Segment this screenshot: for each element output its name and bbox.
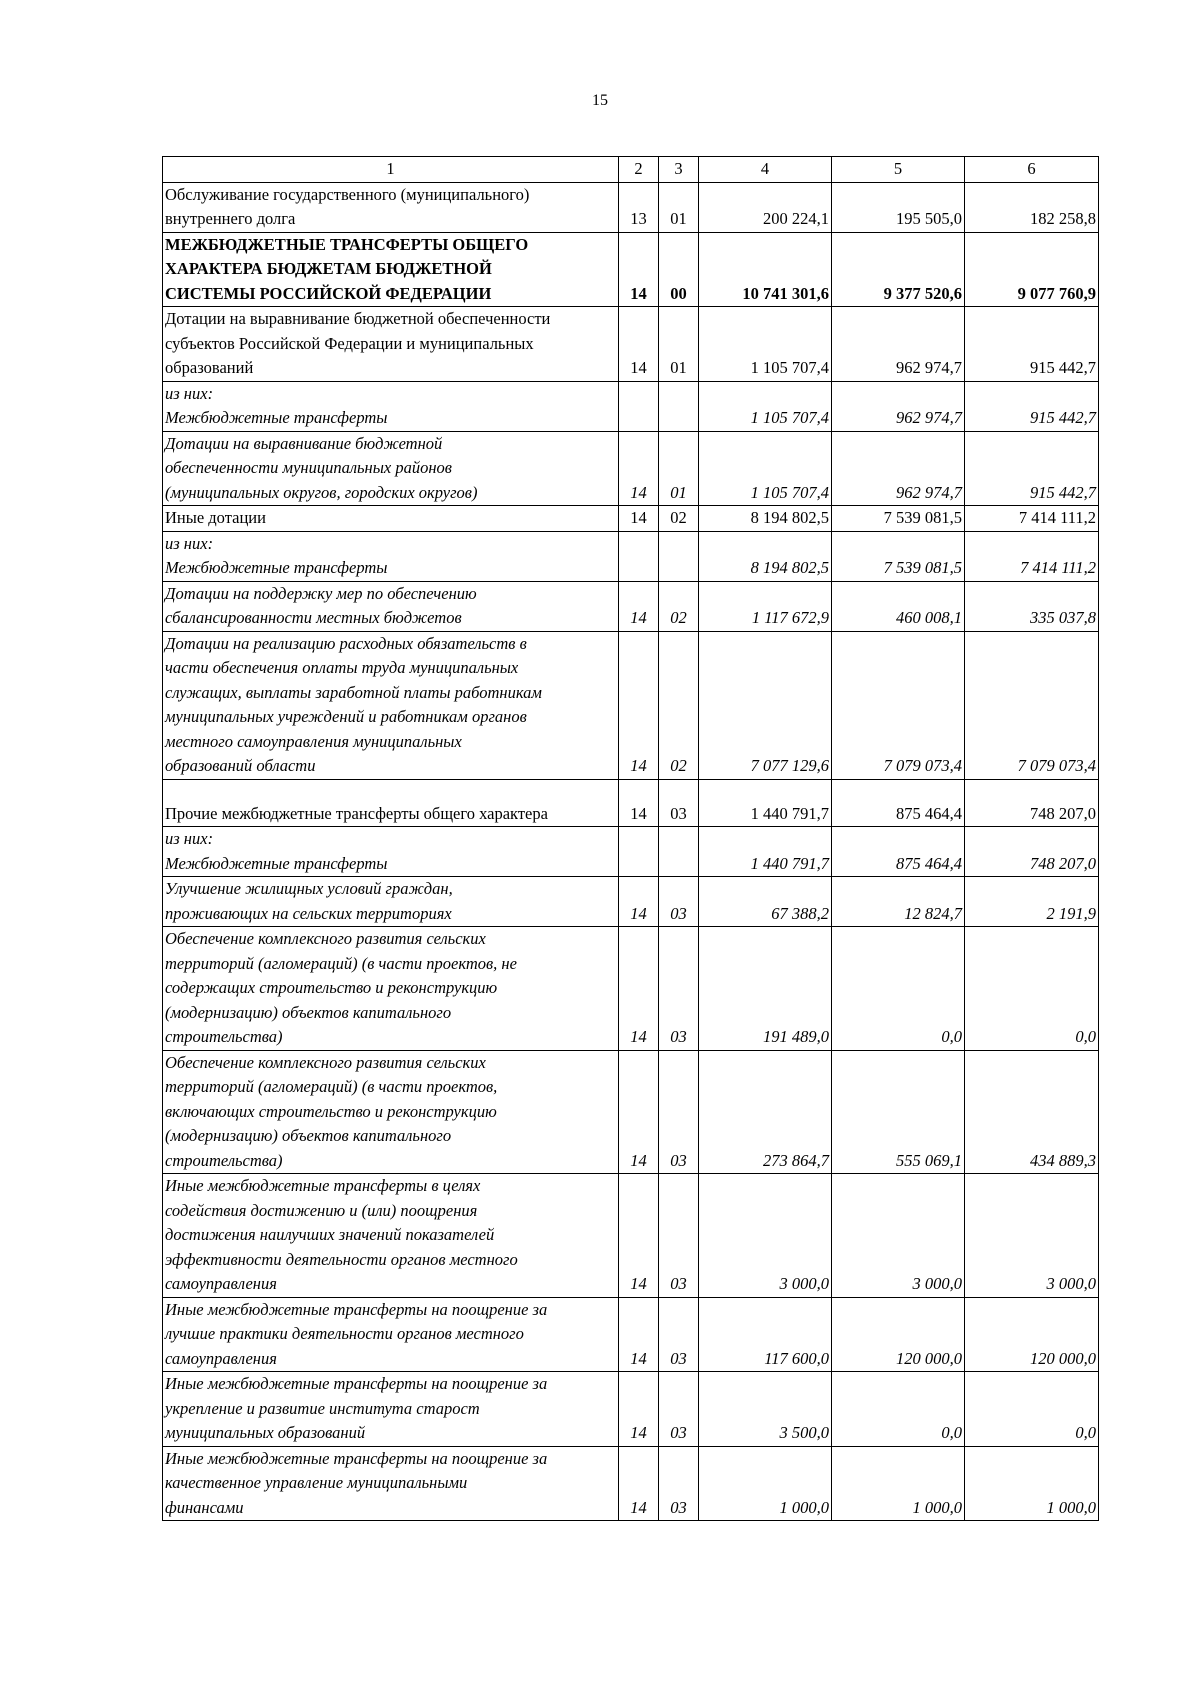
amount-col-6: 7 414 111,2 (965, 531, 1099, 581)
description-line: финансами (165, 1497, 244, 1517)
amount-col-6: 9 077 760,9 (965, 232, 1099, 307)
row-description (163, 1372, 619, 1447)
row-description (163, 581, 619, 631)
amount-col-5: 9 377 520,6 (832, 232, 965, 307)
table-row (163, 307, 1099, 382)
amount-col-4: 3 000,0 (699, 1174, 832, 1298)
amount-col-6: 7 414 111,2 (965, 506, 1099, 532)
section-code: 14 (619, 1174, 659, 1298)
subsection-code: 01 (659, 182, 699, 232)
description-line: МЕЖБЮДЖЕТНЫЕ ТРАНСФЕРТЫ ОБЩЕГО (165, 234, 529, 254)
subsection-code (659, 827, 699, 877)
description-line: местного самоуправления муниципальных (165, 731, 462, 751)
description-line: образований области (165, 756, 316, 775)
description-line: служащих, выплаты заработной платы работникам (165, 682, 542, 702)
description-line: Дотации на реализацию расходных обязательств в (165, 633, 527, 653)
table-row (163, 779, 1099, 827)
amount-col-5: 1 000,0 (832, 1446, 965, 1521)
subsection-code: 03 (659, 927, 699, 1051)
subsection-code: 03 (659, 779, 699, 827)
amount-col-6: 748 207,0 (965, 827, 1099, 877)
amount-col-5: 7 539 081,5 (832, 531, 965, 581)
description-line: территорий (агломераций) (в части проектов, не (165, 953, 517, 973)
amount-col-4: 8 194 802,5 (699, 506, 832, 532)
subsection-code: 02 (659, 631, 699, 779)
subsection-code: 03 (659, 1174, 699, 1298)
description-line: содержащих строительство и реконструкцию (165, 978, 498, 997)
table-row (163, 381, 1099, 431)
amount-col-5: 195 505,0 (832, 182, 965, 232)
amount-col-6: 182 258,8 (965, 182, 1099, 232)
amount-col-6: 335 037,8 (965, 581, 1099, 631)
amount-col-6: 3 000,0 (965, 1174, 1099, 1298)
description-line: части обеспечения оплаты труда муниципальных (165, 658, 519, 677)
amount-col-4: 1 440 791,7 (699, 827, 832, 877)
description-line: проживающих на сельских территориях (165, 903, 452, 923)
column-header: 2 (619, 157, 659, 183)
description-line: из них: (165, 383, 214, 403)
amount-col-6: 434 889,3 (965, 1050, 1099, 1174)
description-line: субъектов Российской Федерации и муниципальных (165, 333, 534, 353)
description-line: достижения наилучших значений показателей (165, 1225, 495, 1244)
amount-col-5: 875 464,4 (832, 779, 965, 827)
amount-col-5: 120 000,0 (832, 1297, 965, 1372)
description-line: Межбюджетные трансферты (165, 558, 388, 577)
description-line: обеспеченности муниципальных районов (165, 458, 452, 477)
description-line: Обеспечение комплексного развития сельских (165, 1052, 486, 1072)
description-line: Дотации на поддержку мер по обеспечению (165, 583, 477, 603)
amount-col-5: 7 079 073,4 (832, 631, 965, 779)
amount-col-5: 962 974,7 (832, 381, 965, 431)
description-line: Улучшение жилищных условий граждан, (165, 879, 453, 898)
amount-col-4: 1 440 791,7 (699, 779, 832, 827)
amount-col-4: 10 741 301,6 (699, 232, 832, 307)
description-line: сбалансированности местных бюджетов (165, 608, 462, 627)
section-code: 14 (619, 631, 659, 779)
row-description (163, 631, 619, 779)
section-code (619, 531, 659, 581)
row-description (163, 531, 619, 581)
section-code: 14 (619, 927, 659, 1051)
table-row (163, 232, 1099, 307)
table-row (163, 927, 1099, 1051)
description-line: включающих строительство и реконструкцию (165, 1101, 497, 1121)
row-description (163, 431, 619, 506)
amount-col-6: 1 000,0 (965, 1446, 1099, 1521)
section-code: 14 (619, 307, 659, 382)
subsection-code: 01 (659, 307, 699, 382)
section-code: 13 (619, 182, 659, 232)
amount-col-4: 1 105 707,4 (699, 431, 832, 506)
row-description (163, 182, 619, 232)
description-line: Иные межбюджетные трансферты в целях (165, 1176, 481, 1195)
description-line: муниципальных учреждений и работникам органов (165, 707, 527, 726)
amount-col-4: 1 105 707,4 (699, 307, 832, 382)
row-description (163, 506, 619, 532)
description-line: Иные межбюджетные трансферты на поощрение за (165, 1374, 548, 1393)
amount-col-4: 117 600,0 (699, 1297, 832, 1372)
table-row (163, 506, 1099, 532)
description-line: (модернизацию) объектов капитального (165, 1002, 452, 1022)
subsection-code: 03 (659, 1446, 699, 1521)
subsection-code: 03 (659, 1372, 699, 1447)
description-line: Дотации на выравнивание бюджетной обеспеченности (165, 309, 551, 328)
section-code: 14 (619, 1372, 659, 1447)
row-description (163, 232, 619, 307)
table-row (163, 182, 1099, 232)
subsection-code: 00 (659, 232, 699, 307)
row-description (163, 1297, 619, 1372)
amount-col-5: 962 974,7 (832, 307, 965, 382)
section-code (619, 827, 659, 877)
amount-col-4: 7 077 129,6 (699, 631, 832, 779)
description-line: внутреннего долга (165, 209, 296, 228)
amount-col-5: 12 824,7 (832, 877, 965, 927)
description-line: Иные межбюджетные трансферты на поощрение за (165, 1448, 548, 1468)
amount-col-5: 555 069,1 (832, 1050, 965, 1174)
column-header: 6 (965, 157, 1099, 183)
subsection-code (659, 381, 699, 431)
amount-col-6: 915 442,7 (965, 431, 1099, 506)
amount-col-5: 875 464,4 (832, 827, 965, 877)
subsection-code: 03 (659, 1297, 699, 1372)
description-line: лучшие практики деятельности органов местного (165, 1324, 524, 1343)
description-line: содействия достижению и (или) поощрения (165, 1200, 478, 1220)
amount-col-4: 1 117 672,9 (699, 581, 832, 631)
description-line: ХАРАКТЕРА БЮДЖЕТАМ БЮДЖЕТНОЙ (165, 259, 492, 278)
amount-col-5: 962 974,7 (832, 431, 965, 506)
description-line: образований (165, 358, 254, 377)
subsection-code: 03 (659, 877, 699, 927)
description-line: Межбюджетные трансферты (165, 853, 388, 873)
section-code: 14 (619, 779, 659, 827)
description-line: территорий (агломераций) (в части проектов, (165, 1077, 498, 1096)
amount-col-6: 0,0 (965, 1372, 1099, 1447)
amount-col-5: 460 008,1 (832, 581, 965, 631)
row-description (163, 1446, 619, 1521)
row-description (163, 1174, 619, 1298)
amount-col-6: 915 442,7 (965, 307, 1099, 382)
row-description (163, 927, 619, 1051)
section-code: 14 (619, 1446, 659, 1521)
table-row (163, 431, 1099, 506)
description-line: самоуправления (165, 1274, 277, 1293)
table-row (163, 1372, 1099, 1447)
column-header: 5 (832, 157, 965, 183)
row-description (163, 779, 619, 827)
amount-col-6: 915 442,7 (965, 381, 1099, 431)
description-line: СИСТЕМЫ РОССИЙСКОЙ ФЕДЕРАЦИИ (165, 283, 492, 303)
column-header: 4 (699, 157, 832, 183)
section-code: 14 (619, 232, 659, 307)
description-line: (модернизацию) объектов капитального (165, 1126, 452, 1145)
column-header: 3 (659, 157, 699, 183)
table-row (163, 877, 1099, 927)
subsection-code (659, 531, 699, 581)
row-description (163, 1050, 619, 1174)
subsection-code: 01 (659, 431, 699, 506)
amount-col-6: 748 207,0 (965, 779, 1099, 827)
row-description (163, 827, 619, 877)
amount-col-6: 120 000,0 (965, 1297, 1099, 1372)
section-code: 14 (619, 877, 659, 927)
amount-col-4: 273 864,7 (699, 1050, 832, 1174)
row-description (163, 877, 619, 927)
section-code (619, 381, 659, 431)
amount-col-4: 8 194 802,5 (699, 531, 832, 581)
description-line: из них: (165, 533, 214, 553)
section-code: 14 (619, 581, 659, 631)
table-row (163, 1446, 1099, 1521)
amount-col-5: 0,0 (832, 927, 965, 1051)
table-row (163, 531, 1099, 581)
table-row (163, 631, 1099, 779)
table-header-row (163, 157, 1099, 183)
description-line: строительства) (165, 1150, 283, 1170)
subsection-code: 03 (659, 1050, 699, 1174)
subsection-code: 02 (659, 581, 699, 631)
amount-col-4: 3 500,0 (699, 1372, 832, 1447)
description-line: Обеспечение комплексного развития сельских (165, 929, 486, 948)
description-line: муниципальных образований (165, 1423, 366, 1442)
description-line: укрепление и развитие института старост (165, 1398, 480, 1418)
amount-col-6: 0,0 (965, 927, 1099, 1051)
budget-table (162, 156, 1099, 1521)
row-description (163, 307, 619, 382)
description-line: (муниципальных округов, городских округов) (165, 482, 478, 502)
description-line: Иные межбюджетные трансферты на поощрение за (165, 1299, 548, 1319)
table-row (163, 1174, 1099, 1298)
table-row (163, 1297, 1099, 1372)
amount-col-4: 200 224,1 (699, 182, 832, 232)
description-line: Обслуживание государственного (муниципального) (165, 184, 530, 204)
description-line: строительства) (165, 1027, 283, 1046)
amount-col-4: 1 105 707,4 (699, 381, 832, 431)
table-row (163, 827, 1099, 877)
description-line: Дотации на выравнивание бюджетной (165, 433, 443, 453)
amount-col-5: 0,0 (832, 1372, 965, 1447)
description-line: качественное управление муниципальными (165, 1473, 468, 1492)
table-row (163, 1050, 1099, 1174)
amount-col-6: 7 079 073,4 (965, 631, 1099, 779)
description-line: Межбюджетные трансферты (165, 408, 388, 427)
description-line: Иные дотации (165, 508, 266, 527)
table-row (163, 581, 1099, 631)
section-code: 14 (619, 1297, 659, 1372)
page-number: 15 (592, 92, 608, 109)
section-code: 14 (619, 431, 659, 506)
amount-col-6: 2 191,9 (965, 877, 1099, 927)
description-line: эффективности деятельности органов местного (165, 1249, 518, 1269)
section-code: 14 (619, 506, 659, 532)
amount-col-4: 1 000,0 (699, 1446, 832, 1521)
amount-col-4: 191 489,0 (699, 927, 832, 1051)
description-line: из них: (165, 829, 214, 848)
amount-col-5: 7 539 081,5 (832, 506, 965, 532)
subsection-code: 02 (659, 506, 699, 532)
amount-col-4: 67 388,2 (699, 877, 832, 927)
description-line: самоуправления (165, 1348, 277, 1368)
section-code: 14 (619, 1050, 659, 1174)
description-line: Прочие межбюджетные трансферты общего характера (165, 803, 548, 823)
amount-col-5: 3 000,0 (832, 1174, 965, 1298)
row-description (163, 381, 619, 431)
column-header: 1 (163, 157, 619, 183)
